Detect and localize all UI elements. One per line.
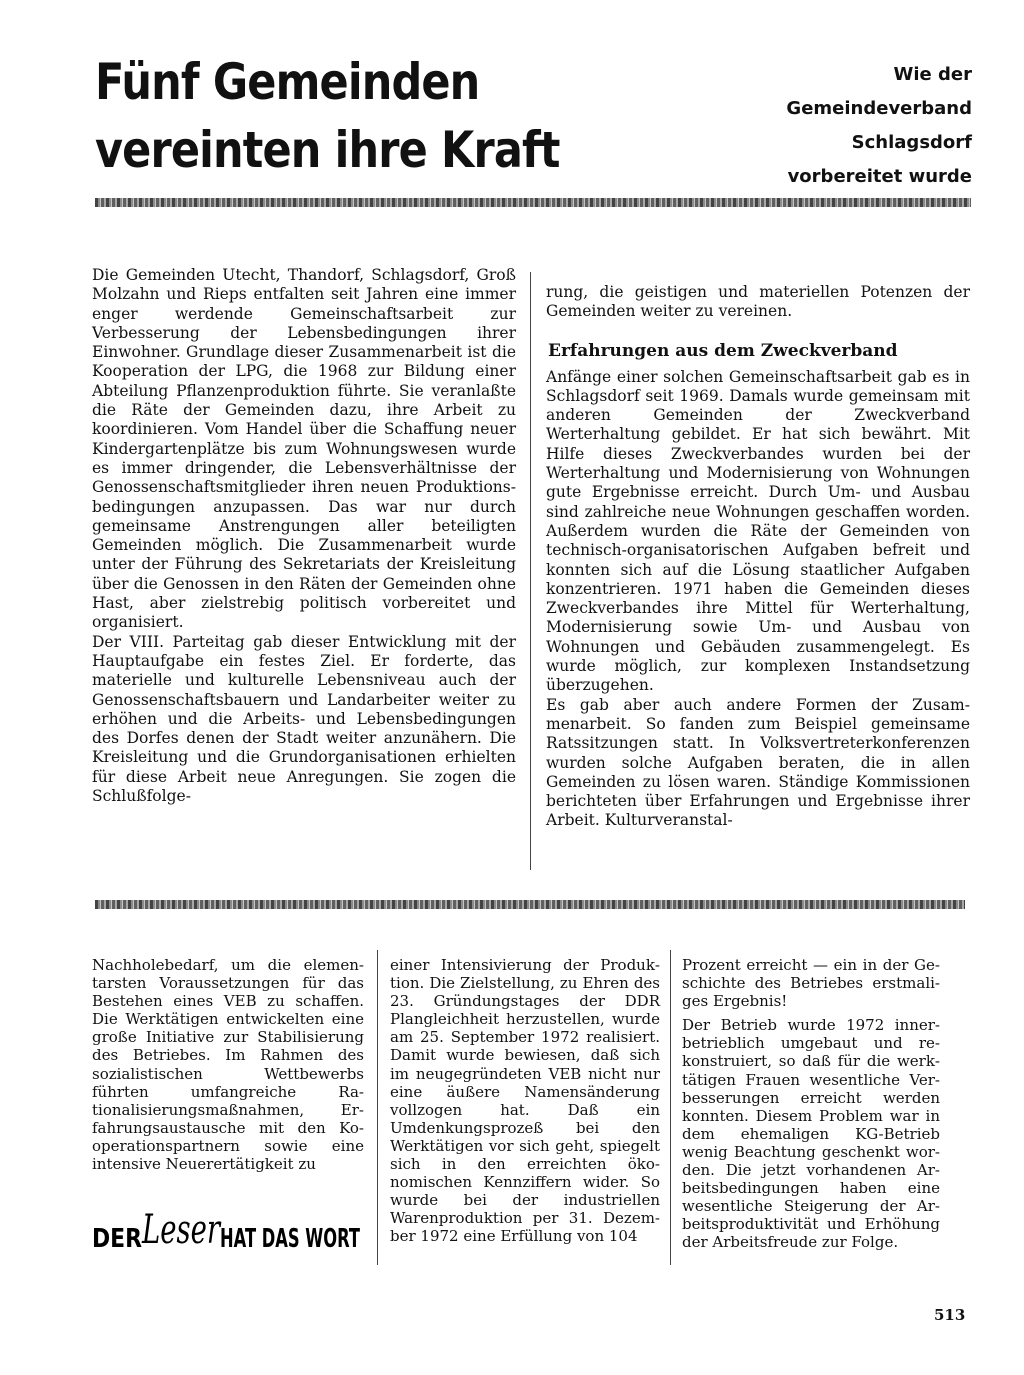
article-paragraph: Die Gemeinden Utecht, Thandorf, Schlagsdorf, Groß Molzahn und Rieps entfalten seit Jahren eine immer enger werdende Gemeinschaftsarbeit zur Verbesserung der Lebensbedingungen ihrer Einwohner. Grundlage dieser Zusammenarbeit ist die Kooperation der LPG, die 1968 zur Bildung einer Abteilung Pflanzenproduktion führte. Sie veranlaßte die Räte der Gemeinden dazu, ihre Arbeit zu koordinieren. Vom Handel über die Schaffung neuer Kindergartenplätze bis zum Wohnungswesen wurde es immer dringender, die Lebensverhältnisse der Genossenschaftsmitglieder ihren neuen Produktionsbedingungen anzupassen. Das war nur durch gemeinsame Anstrengungen aller beteiligten Gemeinden möglich. Die Zusammenarbeit wurde unter der Führung des Sekretariats der Kreisleitung über die Genossen in den Räten der Gemeinden ohne Hast, aber zielstrebig politisch vorbereitet und organisiert.	[92, 266, 516, 632]
kicker-line-2: Gemeindeverband	[786, 98, 972, 119]
article-column-1	[92, 266, 516, 806]
article-column-2	[546, 283, 970, 831]
logo-leser-script: Leser	[141, 1207, 222, 1253]
kicker	[672, 58, 972, 194]
headline-line-1: Fünf Gemeinden	[95, 53, 480, 111]
article-paragraph: rung, die geistigen und materiellen Potenzen der Gemeinden weiter zu vereinen.	[546, 283, 970, 321]
column-divider	[670, 950, 671, 1265]
reader-paragraph: Der Betrieb wurde 1972 innerbetrieblich umgebaut und rekonstruiert, so daß für die werktätigen Frauen wesentliche Verbesserungen erreicht werden konnten. Diesem Problem war in dem ehemaligen KG-Betrieb wenig Beachtung geschenkt worden. Die jetzt vorhandenen Arbeitsbedingungen haben eine wesentliche Steigerung der Arbeitsproduktivität und Erhöhung der Arbeitsfreude zur Folge.	[682, 1016, 940, 1252]
column-divider	[377, 950, 378, 1265]
logo-der-text: DER	[92, 1224, 142, 1254]
der-leser-hat-das-wort-logo	[92, 1203, 362, 1261]
reader-paragraph: einer Intensivierung der Produktion. Die Zielstellung, zu Ehren des 23. Gründungstages der DDR Plangleichheit herzustellen, wurde am 25. September 1972 realisiert. Damit wurde bewiesen, daß sich im neugegründeten VEB nicht nur eine äußere Namensänderung vollzogen hat. Daß ein Umdenkungsprozeß bei den Werktätigen vor sich geht, spiegelt sich in den erreichten ökonomischen Kennziffern wider. So wurde bei der industriellen Warenproduktion per 31. Dezember 1972 eine Erfüllung von 104	[390, 956, 660, 1246]
kicker-line-4: vorbereitet wurde	[787, 166, 972, 187]
kicker-line-3: Schlagsdorf	[851, 132, 972, 153]
column-divider	[530, 272, 531, 870]
reader-column-1	[92, 956, 364, 1173]
headline-line-2: vereinten ihre Kraft	[95, 121, 560, 179]
section-heading: Erfahrungen aus dem Zweckverband	[548, 340, 898, 361]
article-paragraph: Es gab aber auch andere Formen der Zusammenarbeit. So fanden zum Beispiel gemeinsame Ratssitzungen statt. In Volksvertreterkonferenzen wurden solche Aufgaben beraten, die in allen Gemeinden zu lösen waren. Ständige Kommissionen berichteten über Erfahrungen und Ergebnisse ihrer Arbeit. Kulturveranstal-	[546, 695, 970, 830]
middle-divider	[95, 900, 965, 909]
reader-column-3	[682, 956, 940, 1252]
kicker-line-1: Wie der	[893, 64, 972, 85]
article-paragraph: Anfänge einer solchen Gemeinschaftsarbeit gab es in Schlagsdorf seit 1969. Damals wurde gemeinsam mit anderen Gemeinden der Zweckverband Werterhaltung gebildet. Er hat sich bewährt. Mit Hilfe dieses Zweckverbandes wurden bei der Werterhaltung und Modernisierung von Wohnungen gute Ergebnisse erreicht. Durch Um- und Ausbau sind zahlreiche neue Wohnungen geschaffen worden. Außerdem wurden die Räte der Gemeinden von technisch-organisatorischen Aufgaben befreit und konnten sich auf die Lösung staatlicher Aufgaben konzentrieren. 1971 haben die Gemeinden dieses Zweckverbandes ihre Mittel für Werterhaltung, Modernisierung sowie Um- und Ausbau von Wohnungen und Gebäuden zusammengelegt. Es wurde möglich, zur komplexen Instandsetzung überzugehen.	[546, 367, 970, 695]
page-number: 513	[934, 1306, 966, 1324]
headline	[95, 48, 577, 184]
article-paragraph: Der VIII. Parteitag gab dieser Entwicklung mit der Hauptaufgabe ein festes Ziel. Er forderte, das materielle und kulturelle Lebensniveau auch der Genossenschaftsbauern und Landarbeiter weiter zu erhöhen und die Arbeits- und Lebensbedingungen des Dorfes denen der Stadt weiter anzunähern. Die Kreisleitung und die Grundorganisationen erhielten für diese Arbeit neue Anregungen. Sie zogen die Schlußfolge-	[92, 632, 516, 806]
reader-paragraph: Nachholebedarf, um die elementarsten Voraussetzungen für das Bestehen eines VEB zu schaffen. Die Werktätigen entwickelten eine große Initiative zur Stabilisierung des Betriebes. Im Rahmen des sozialistischen Wettbewerbs führten umfangreiche Rationalisierungsmaßnahmen, Erfahrungsaustausche mit den Kooperationspartnern sowie eine intensive Neuerertätigkeit zu	[92, 956, 364, 1174]
reader-column-2	[390, 956, 660, 1246]
top-divider	[95, 198, 971, 207]
logo-hat-das-wort-text: HAT DAS WORT	[220, 1224, 361, 1254]
reader-paragraph: Prozent erreicht — ein in der Geschichte des Betriebes erstmaliges Ergebnis!	[682, 956, 940, 1011]
